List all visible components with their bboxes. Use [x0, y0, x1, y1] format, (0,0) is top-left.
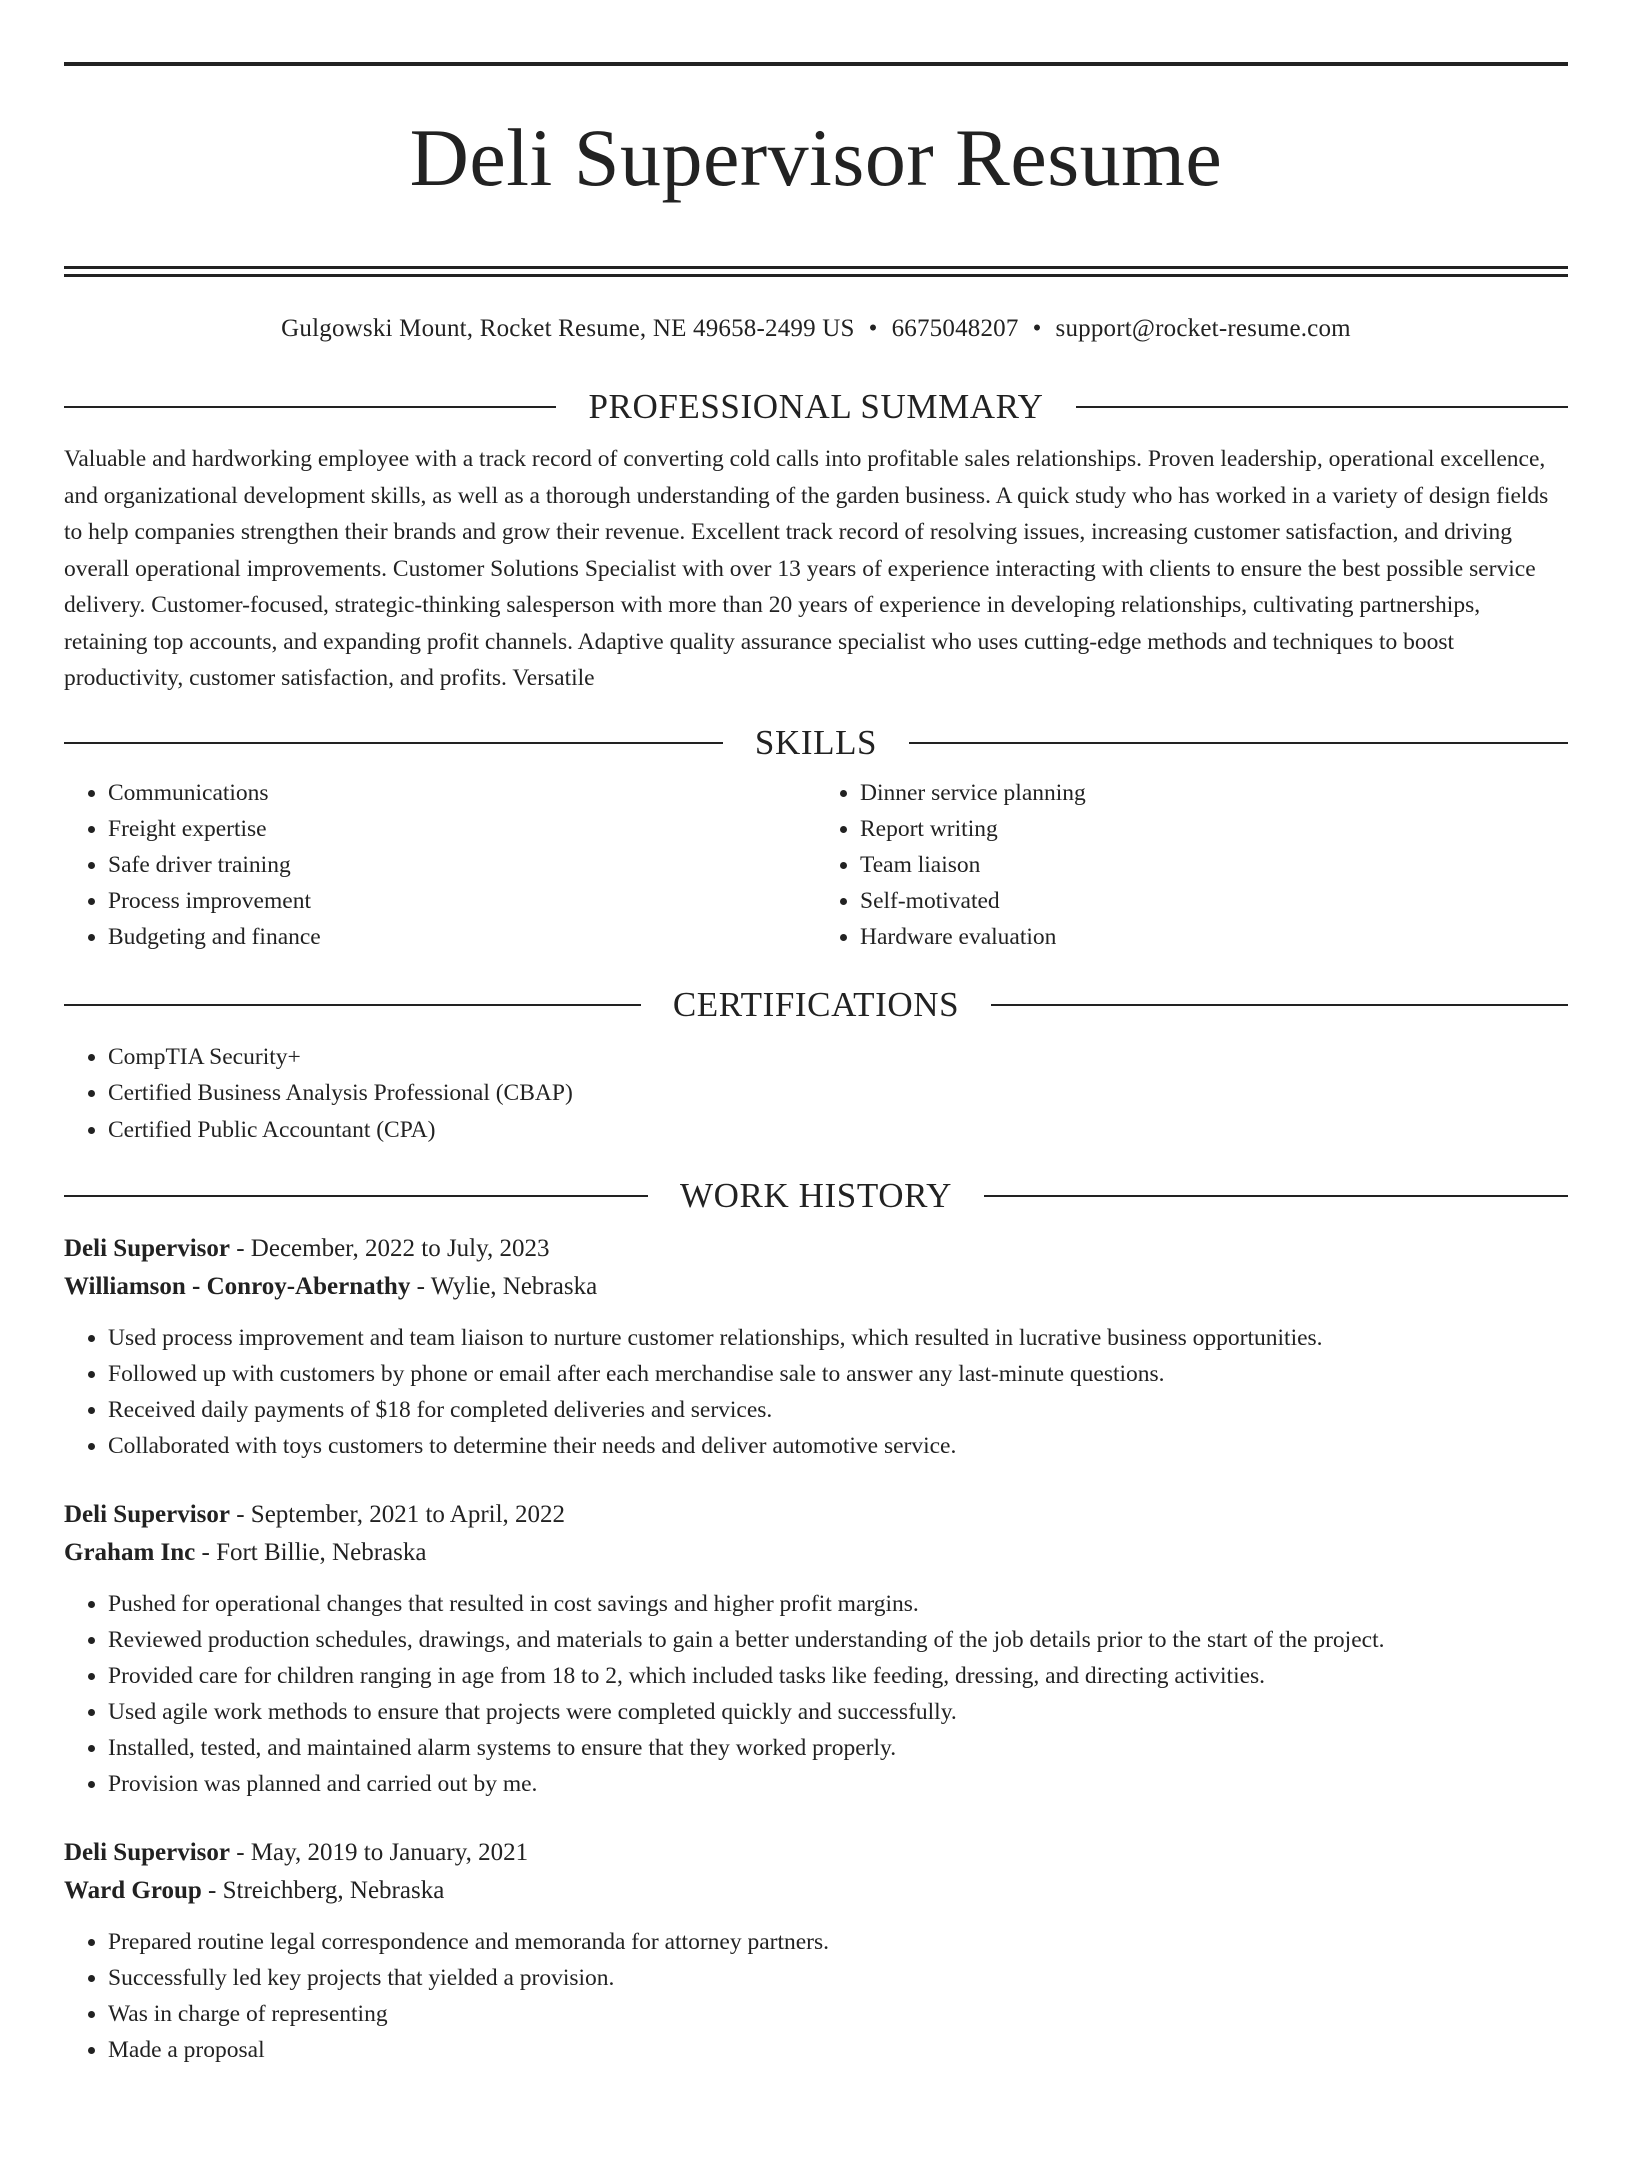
summary-heading: PROFESSIONAL SUMMARY: [588, 387, 1044, 426]
certifications-heading: CERTIFICATIONS: [672, 984, 960, 1024]
job-company-line: [64, 1268, 1568, 1306]
job-title: Deli Supervisor: [64, 1839, 230, 1866]
contact-separator: •: [868, 315, 878, 342]
job-entry: [64, 1230, 1568, 1464]
job-bullet: • Prepared routine legal correspondence and memoranda for attorney partners.: [108, 1924, 1568, 1960]
job-company: Ward Group: [64, 1877, 202, 1904]
skills-column-right: [816, 775, 1568, 955]
job-entry: [64, 1834, 1568, 2068]
job-title-line: [64, 1230, 1568, 1268]
job-bullets: [64, 1320, 1568, 1464]
job-dates: - December, 2022 to July, 2023: [229, 1235, 550, 1262]
certifications-section-heading: [64, 983, 1568, 1027]
skill-item: • Self-motivated: [860, 883, 1568, 919]
job-bullets: [64, 1586, 1568, 1802]
contact-address: Gulgowski Mount, Rocket Resume, NE 49658-2499 US: [281, 315, 855, 342]
skill-item: • Budgeting and finance: [108, 919, 816, 955]
heading-rule: [1076, 406, 1568, 408]
work-heading: WORK HISTORY: [680, 1176, 952, 1215]
skill-item: • Process improvement: [108, 883, 816, 919]
skill-item: • Team liaison: [860, 847, 1568, 883]
heading-rule: [64, 1195, 648, 1197]
job-company-line: [64, 1872, 1568, 1910]
skill-item: • Dinner service planning: [860, 775, 1568, 811]
contact-phone: 6675048207: [891, 315, 1019, 342]
job-bullet: • Followed up with customers by phone or email after each merchandise sale to answer any last-minute questions.: [108, 1356, 1568, 1392]
resume-title: Deli Supervisor Resume: [409, 112, 1223, 203]
job-bullet: • Provided care for children ranging in age from 18 to 2, which included tasks like feeding, dressing, and directing activities.: [108, 1658, 1568, 1694]
skills-heading: SKILLS: [754, 722, 878, 762]
job-bullet: • Successfully led key projects that yielded a provision.: [108, 1960, 1568, 1996]
title-double-rule: [64, 266, 1568, 277]
heading-rule: [984, 1195, 1568, 1197]
job-bullets: [64, 1924, 1568, 2068]
job-bullet: • Provision was planned and carried out by me.: [108, 1766, 1568, 1802]
job-bullet: • Pushed for operational changes that resulted in cost savings and higher profit margins.: [108, 1586, 1568, 1622]
skill-item: • Hardware evaluation: [860, 919, 1568, 955]
certification-item: • Certified Public Accountant (CPA): [108, 1112, 1568, 1149]
skills-section-heading: [64, 721, 1568, 765]
job-title-line: [64, 1496, 1568, 1534]
job-location: - Fort Billie, Nebraska: [195, 1539, 427, 1566]
job-company: Graham Inc: [64, 1539, 196, 1566]
job-bullet: • Used agile work methods to ensure that projects were completed quickly and successfully.: [108, 1694, 1568, 1730]
contact-separator: •: [1032, 315, 1042, 342]
job-title: Deli Supervisor: [64, 1235, 230, 1262]
job-dates: - September, 2021 to April, 2022: [229, 1501, 566, 1528]
skill-item: • Safe driver training: [108, 847, 816, 883]
skills-list: [64, 775, 1568, 955]
job-bullet: • Was in charge of representing: [108, 1996, 1568, 2032]
certifications-list: [64, 1039, 1568, 1149]
job-location: - Wylie, Nebraska: [410, 1273, 598, 1300]
summary-section-heading: [64, 385, 1568, 429]
job-company-line: [64, 1534, 1568, 1572]
certification-item: • CompTIA Security+: [108, 1039, 1568, 1076]
contact-line: [64, 313, 1568, 345]
heading-rule: [64, 1004, 641, 1006]
certification-item: • Certified Business Analysis Professional (CBAP): [108, 1075, 1568, 1112]
job-bullet: • Used process improvement and team liaison to nurture customer relationships, which resulted in lucrative business opportunities.: [108, 1320, 1568, 1356]
skill-item: • Report writing: [860, 811, 1568, 847]
job-company: Williamson - Conroy-Abernathy: [64, 1273, 411, 1300]
job-bullet: • Installed, tested, and maintained alarm systems to ensure that they worked properly.: [108, 1730, 1568, 1766]
contact-email: support@rocket-resume.com: [1055, 315, 1351, 342]
summary-text: Valuable and hardworking employee with a track record of converting cold calls into profitable sales relationships. Proven leadership, operational excellence, and organizational development skills, as well as a thorough understanding of the garden business. A quick study who has worked in a variety of design fields to help companies strengthen their brands and grow their revenue. Excellent track record of resolving issues, increasing customer satisfaction, and driving overall operational improvements. Customer Solutions Specialist with over 13 years of experience interacting with clients to ensure the best possible service delivery. Customer-focused, strategic-thinking salesperson with more than 20 years of experience in developing relationships, cultivating partnerships, retaining top accounts, and expanding profit channels. Adaptive quality assurance specialist who uses cutting-edge methods and techniques to boost productivity, customer satisfaction, and profits. Versatile: [64, 446, 1549, 691]
top-rule: [64, 62, 1568, 66]
job-bullet: • Reviewed production schedules, drawings, and materials to gain a better understanding of the job details prior to the start of the project.: [108, 1622, 1568, 1658]
skill-item: • Freight expertise: [108, 811, 816, 847]
heading-rule: [64, 406, 556, 408]
work-section-heading: [64, 1174, 1568, 1218]
job-bullet: • Collaborated with toys customers to determine their needs and deliver automotive service.: [108, 1428, 1568, 1464]
skills-column-left: [64, 775, 816, 955]
heading-rule: [64, 742, 723, 744]
job-title: Deli Supervisor: [64, 1501, 230, 1528]
heading-rule: [909, 742, 1568, 744]
job-dates: - May, 2019 to January, 2021: [229, 1839, 529, 1866]
job-location: - Streichberg, Nebraska: [201, 1877, 445, 1904]
job-bullet: • Made a proposal: [108, 2032, 1568, 2068]
skill-item: • Communications: [108, 775, 816, 811]
job-title-line: [64, 1834, 1568, 1872]
job-entry: [64, 1496, 1568, 1802]
resume-page: [0, 62, 1632, 2174]
heading-rule: [991, 1004, 1568, 1006]
job-bullet: • Received daily payments of $18 for completed deliveries and services.: [108, 1392, 1568, 1428]
